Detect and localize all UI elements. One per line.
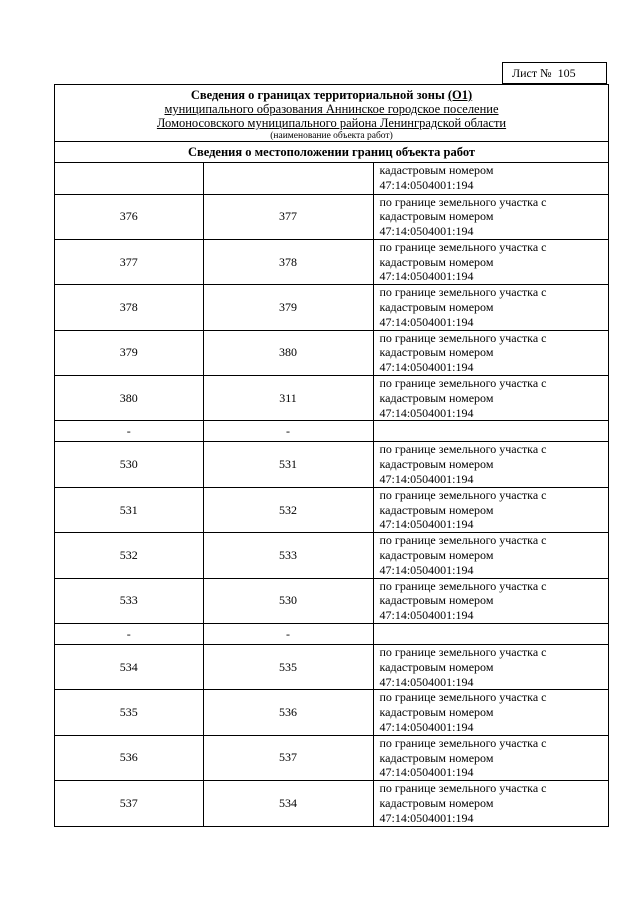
boundary-description-cell: по границе земельного участка с кадастровым номером 47:14:0504001:194 [373, 487, 608, 532]
point-to-cell: 379 [203, 285, 373, 330]
point-to-cell: 380 [203, 330, 373, 375]
boundary-description-cell: по границе земельного участка с кадастровым номером 47:14:0504001:194 [373, 735, 608, 780]
boundary-description-cell [373, 624, 608, 645]
table-row [55, 645, 608, 690]
boundary-description-cell [373, 421, 608, 442]
point-from-cell: 535 [55, 690, 203, 735]
table-row [55, 578, 608, 623]
boundary-description-cell: по границе земельного участка с кадастровым номером 47:14:0504001:194 [373, 285, 608, 330]
boundary-table [55, 163, 608, 826]
table-row [55, 735, 608, 780]
municipality-line: муниципального образования Аннинское городское поселение [164, 102, 499, 116]
point-to-cell [203, 163, 373, 194]
point-from-cell: 530 [55, 442, 203, 487]
boundary-description-cell: по границе земельного участка с кадастровым номером 47:14:0504001:194 [373, 239, 608, 284]
boundary-description-cell: по границе земельного участка с кадастровым номером 47:14:0504001:194 [373, 376, 608, 421]
point-to-cell: 535 [203, 645, 373, 690]
point-to-cell: 531 [203, 442, 373, 487]
document-frame [54, 84, 609, 827]
boundary-description-cell: по границе земельного участка с кадастровым номером 47:14:0504001:194 [373, 194, 608, 239]
point-to-cell: 536 [203, 690, 373, 735]
point-to-cell: 377 [203, 194, 373, 239]
table-row [55, 781, 608, 826]
point-from-cell: 376 [55, 194, 203, 239]
sheet-number: 105 [557, 66, 576, 80]
point-from-cell [55, 163, 203, 194]
boundary-description-cell: по границе земельного участка с кадастровым номером 47:14:0504001:194 [373, 645, 608, 690]
point-from-cell: - [55, 624, 203, 645]
zone-code: (О1) [447, 88, 473, 102]
sheet-label: Лист № [512, 66, 552, 80]
point-to-cell: 532 [203, 487, 373, 532]
boundary-description-cell: по границе земельного участка с кадастровым номером 47:14:0504001:194 [373, 578, 608, 623]
zone-title [55, 88, 608, 102]
point-to-cell: 533 [203, 533, 373, 578]
point-to-cell: - [203, 421, 373, 442]
table-row [55, 330, 608, 375]
location-section-title: Сведения о местоположении границ объекта работ [55, 142, 608, 163]
boundary-description-cell: по границе земельного участка с кадастровым номером 47:14:0504001:194 [373, 533, 608, 578]
point-from-cell: 531 [55, 487, 203, 532]
district-line: Ломоносовского муниципального района Ленинградской области [156, 116, 507, 130]
boundary-description-cell: по границе земельного участка с кадастровым номером 47:14:0504001:194 [379, 781, 547, 825]
table-row [55, 533, 608, 578]
table-row [55, 690, 608, 735]
table-row [55, 194, 608, 239]
point-from-cell: 378 [55, 285, 203, 330]
point-from-cell: 533 [55, 578, 203, 623]
table-row [55, 239, 608, 284]
point-from-cell: 534 [55, 645, 203, 690]
point-to-cell: - [203, 624, 373, 645]
sheet-number-box [502, 62, 607, 84]
point-to-cell: 311 [203, 376, 373, 421]
boundary-description-cell: по границе земельного участка с кадастровым номером 47:14:0504001:194 [373, 442, 608, 487]
point-from-cell: 536 [55, 735, 203, 780]
object-name-caption: (наименование объекта работ) [270, 131, 393, 141]
point-from-cell: 537 [55, 781, 203, 826]
point-to-cell: 378 [203, 239, 373, 284]
table-row [55, 285, 608, 330]
table-row [55, 376, 608, 421]
zone-title-prefix: Сведения о границах территориальной зоны [190, 88, 448, 102]
point-from-cell: 380 [55, 376, 203, 421]
table-row [55, 624, 608, 645]
boundary-description-cell: по границе земельного участка с кадастровым номером 47:14:0504001:194 [373, 330, 608, 375]
point-to-cell: 537 [203, 735, 373, 780]
table-row [55, 163, 608, 194]
boundary-table-body [55, 163, 608, 826]
point-to-cell: 530 [203, 578, 373, 623]
table-row [55, 421, 608, 442]
table-row [55, 442, 608, 487]
point-from-cell: 532 [55, 533, 203, 578]
document-header [55, 85, 608, 142]
boundary-description-cell: по границе земельного участка с кадастровым номером 47:14:0504001:194 [373, 690, 608, 735]
table-row [55, 487, 608, 532]
point-to-cell: 534 [203, 781, 373, 826]
point-from-cell: 377 [55, 239, 203, 284]
point-from-cell: 379 [55, 330, 203, 375]
boundary-description-cell: кадастровым номером 47:14:0504001:194 [373, 163, 608, 194]
point-from-cell: - [55, 421, 203, 442]
